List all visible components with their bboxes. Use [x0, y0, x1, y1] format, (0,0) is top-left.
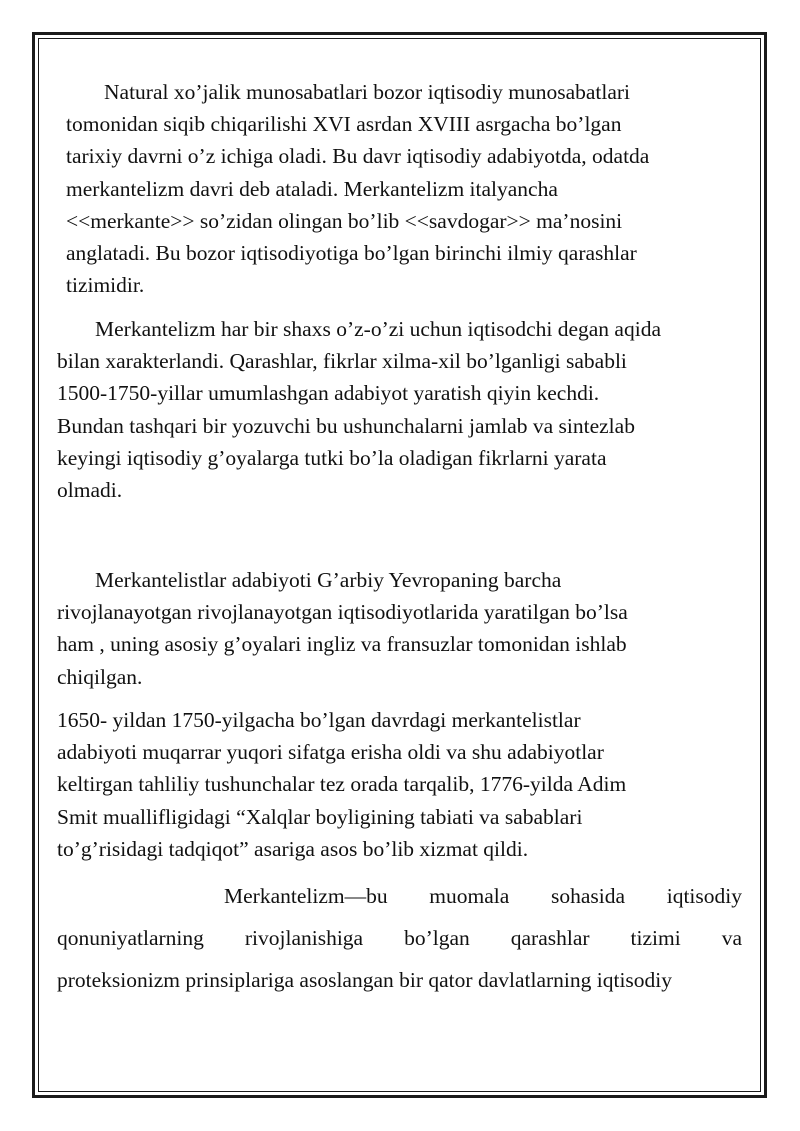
text-line: chiqilgan.	[57, 664, 143, 689]
text-line: olmadi.	[57, 477, 123, 502]
text-line: proteksionizm prinsiplariga asoslangan bir qator davlatlarning iqtisodiy	[57, 968, 673, 992]
word: iqtisodiy	[666, 884, 742, 908]
text-line: tizimidir.	[66, 273, 145, 298]
text-line: merkantelizm davri deb ataladi. Merkantelizm italyancha	[66, 176, 558, 201]
text-line: keltirgan tahliliy tushunchalar tez orada tarqalib, 1776-yilda Adim	[57, 772, 627, 797]
word: tizimi	[630, 926, 681, 950]
justified-line-1	[57, 875, 742, 917]
text-line: Natural xo’jalik munosabatlari bozor iqtisodiy munosabatlari	[104, 80, 631, 104]
word: qonuniyatlarning	[57, 926, 204, 950]
word: bo’lgan	[404, 926, 470, 950]
text-line: tomonidan siqib chiqarilishi XVI asrdan XVIII asrgacha bo’lgan	[66, 112, 622, 137]
paragraph-1	[66, 76, 649, 301]
text-line: 1500-1750-yillar umumlashgan adabiyot yaratish qiyin kechdi.	[57, 381, 600, 406]
text-line: <<merkante>> so’zidan olingan bo’lib <<savdogar>> ma’nosini	[66, 208, 623, 233]
text-line: adabiyoti muqarrar yuqori sifatga erisha oldi va shu adabiyotlar	[57, 740, 604, 765]
word: rivojlanishiga	[244, 926, 364, 950]
text-line: Merkantelistlar adabiyoti G’arbiy Yevropaning barcha	[95, 568, 562, 592]
text-line: tarixiy davrni o’z ichiga oladi. Bu davr iqtisodiy adabiyotda, odatda	[66, 144, 650, 169]
word: Merkantelizm—bu	[224, 884, 388, 908]
word: qarashlar	[510, 926, 590, 950]
text-line: bilan xarakterlandi. Qarashlar, fikrlar xilma-xil bo’lganligi sababli	[57, 349, 627, 374]
paragraph-3	[57, 564, 628, 693]
paragraph-2	[57, 313, 661, 506]
word: va	[721, 926, 742, 950]
word: sohasida	[550, 884, 626, 908]
text-line: anglatadi. Bu bozor iqtisodiyotiga bo’lgan birinchi ilmiy qarashlar	[66, 240, 637, 265]
justified-line-2	[57, 917, 742, 959]
text-line: Merkantelizm har bir shaxs o’z-o’zi uchun iqtisodchi degan aqida	[95, 317, 661, 341]
word: muomala	[429, 884, 510, 908]
text-line: to’g’risidagi tadqiqot” asariga asos bo’lib xizmat qildi.	[57, 836, 529, 861]
paragraph-4	[57, 704, 626, 865]
text-line: rivojlanayotgan rivojlanayotgan iqtisodiyotlarida yaratilgan bo’lsa	[57, 600, 628, 625]
text-line: keyingi iqtisodiy g’oyalarga tutki bo’la oladigan fikrlarni yarata	[57, 445, 607, 470]
text-line: Smit muallifligidagi “Xalqlar boyligining tabiati va sabablari	[57, 804, 583, 829]
text-line: 1650- yildan 1750-yilgacha bo’lgan davrdagi merkantelistlar	[57, 708, 581, 732]
paragraph-5-justified	[57, 875, 742, 1001]
text-line: Bundan tashqari bir yozuvchi bu ushunchalarni jamlab va sintezlab	[57, 413, 635, 438]
text-line: ham , uning asosiy g’oyalari ingliz va fransuzlar tomonidan ishlab	[57, 632, 627, 657]
justified-line-3	[57, 959, 742, 1001]
